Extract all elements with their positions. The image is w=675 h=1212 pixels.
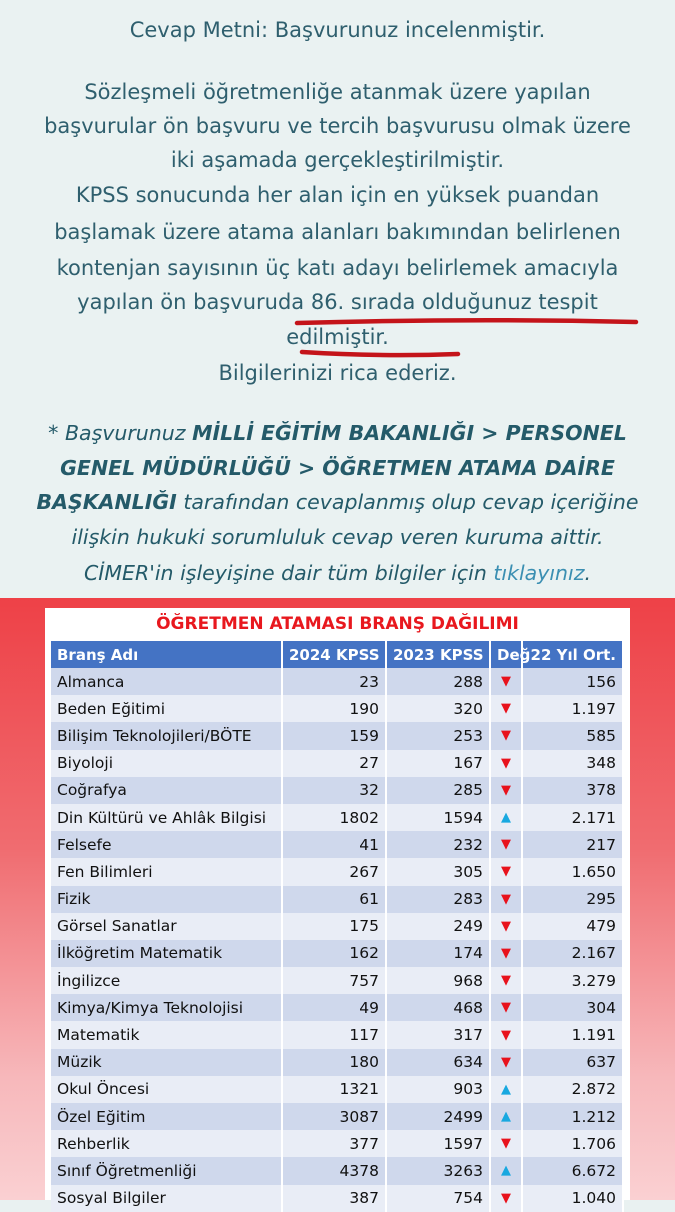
cell-change [490, 994, 522, 1021]
note-line: ilişkin hukuki sorumluluk cevap veren kuruma aittir. [71, 525, 604, 549]
column-header-change: Değ [490, 641, 522, 668]
cell-2024-kpss: 159 [282, 722, 386, 749]
cell-2023-kpss: 468 [386, 994, 490, 1021]
trend-down-arrow-icon: ▼ [501, 1136, 511, 1152]
cell-22yr-avg: 348 [522, 750, 623, 777]
cell-22yr-avg: 2.872 [522, 1076, 623, 1103]
table-section [0, 598, 675, 1208]
cell-change [490, 858, 522, 885]
trend-down-arrow-icon: ▼ [501, 1000, 511, 1016]
table-row [51, 913, 623, 940]
cell-2024-kpss: 267 [282, 858, 386, 885]
table-row [51, 1130, 623, 1157]
cell-2023-kpss: 305 [386, 858, 490, 885]
response-body-line: KPSS sonucunda her alan için en yüksek puandan [75, 183, 600, 207]
cell-2024-kpss: 757 [282, 967, 386, 994]
cell-change [490, 967, 522, 994]
response-heading: Cevap Metni: Başvurunuz incelenmiştir. [129, 18, 546, 42]
cell-2024-kpss: 27 [282, 750, 386, 777]
note-bold: BAŞKANLIĞI [36, 490, 177, 514]
cell-22yr-avg: 1.706 [522, 1130, 623, 1157]
cell-branch-name: Sosyal Bilgiler [51, 1185, 282, 1212]
cell-2023-kpss: 285 [386, 777, 490, 804]
cell-2023-kpss: 968 [386, 967, 490, 994]
cell-branch-name: Biyoloji [51, 750, 282, 777]
response-body-line: Sözleşmeli öğretmenliğe atanmak üzere yapılan [84, 80, 591, 104]
table-row [51, 831, 623, 858]
cell-22yr-avg: 585 [522, 722, 623, 749]
table-row [51, 994, 623, 1021]
cell-change [490, 913, 522, 940]
cell-2024-kpss: 41 [282, 831, 386, 858]
trend-down-arrow-icon: ▼ [501, 755, 511, 771]
cell-branch-name: Görsel Sanatlar [51, 913, 282, 940]
cell-branch-name: Coğrafya [51, 777, 282, 804]
cell-2023-kpss: 249 [386, 913, 490, 940]
cell-2023-kpss: 634 [386, 1049, 490, 1076]
cell-branch-name: Fizik [51, 886, 282, 913]
note-line [0, 490, 675, 514]
table-body [51, 668, 623, 1212]
note-bold: MİLLİ EĞİTİM BAKANLIĞI > PERSONEL [192, 421, 627, 445]
cell-2023-kpss: 232 [386, 831, 490, 858]
cell-22yr-avg: 217 [522, 831, 623, 858]
cell-22yr-avg: 637 [522, 1049, 623, 1076]
cell-2024-kpss: 180 [282, 1049, 386, 1076]
note-text: CİMER'in işleyişine dair tüm bilgiler için [83, 561, 494, 585]
cell-2024-kpss: 1802 [282, 804, 386, 831]
response-body-line: başvurular ön başvuru ve tercih başvurusu olmak üzere [44, 114, 631, 138]
cell-change [490, 804, 522, 831]
table-title: ÖĞRETMEN ATAMASI BRANŞ DAĞILIMI [156, 614, 519, 634]
cell-22yr-avg: 156 [522, 668, 623, 695]
response-body-line: edilmiştir. [286, 325, 389, 349]
table-row [51, 695, 623, 722]
table-row [51, 967, 623, 994]
table-row [51, 722, 623, 749]
cell-branch-name: İngilizce [51, 967, 282, 994]
response-closing: Bilgilerinizi rica ederiz. [218, 361, 457, 385]
cell-change [490, 750, 522, 777]
cell-2024-kpss: 387 [282, 1185, 386, 1212]
trend-down-arrow-icon: ▼ [501, 918, 511, 934]
note-text: tarafından cevaplanmış olup cevap içeriğine [176, 490, 639, 514]
trend-down-arrow-icon: ▼ [501, 782, 511, 798]
table-row [51, 886, 623, 913]
response-body-line: iki aşamada gerçekleştirilmiştir. [170, 148, 505, 172]
table-row [51, 668, 623, 695]
cell-22yr-avg: 304 [522, 994, 623, 1021]
cell-change [490, 940, 522, 967]
cell-change [490, 1185, 522, 1212]
cell-2024-kpss: 32 [282, 777, 386, 804]
note-text: . [584, 561, 592, 585]
cell-2024-kpss: 49 [282, 994, 386, 1021]
cell-change [490, 1130, 522, 1157]
table-row [51, 804, 623, 831]
trend-down-arrow-icon: ▼ [501, 945, 511, 961]
trend-down-arrow-icon: ▼ [501, 701, 511, 717]
cell-2023-kpss: 3263 [386, 1157, 490, 1184]
cell-2024-kpss: 190 [282, 695, 386, 722]
cell-22yr-avg: 1.040 [522, 1185, 623, 1212]
cell-2023-kpss: 174 [386, 940, 490, 967]
response-body-line: kontenjan sayısının üç katı adayı belirlemek amacıyla [56, 256, 619, 280]
trend-down-arrow-icon: ▼ [501, 674, 511, 690]
table-row [51, 940, 623, 967]
cell-2023-kpss: 903 [386, 1076, 490, 1103]
cell-2024-kpss: 61 [282, 886, 386, 913]
cell-change [490, 1076, 522, 1103]
cell-22yr-avg: 1.212 [522, 1103, 623, 1130]
cell-2024-kpss: 117 [282, 1021, 386, 1048]
trend-up-arrow-icon: ▲ [501, 1163, 511, 1179]
cell-branch-name: İlköğretim Matematik [51, 940, 282, 967]
cell-22yr-avg: 1.191 [522, 1021, 623, 1048]
cell-22yr-avg: 2.167 [522, 940, 623, 967]
cell-branch-name: Felsefe [51, 831, 282, 858]
cimer-info-link[interactable]: tıklayınız [493, 561, 585, 585]
cell-2023-kpss: 288 [386, 668, 490, 695]
cell-branch-name: Din Kültürü ve Ahlâk Bilgisi [51, 804, 282, 831]
cell-22yr-avg: 2.171 [522, 804, 623, 831]
table-row [51, 1076, 623, 1103]
cell-branch-name: Müzik [51, 1049, 282, 1076]
table-row [51, 750, 623, 777]
cell-change [490, 695, 522, 722]
cell-2024-kpss: 4378 [282, 1157, 386, 1184]
branch-distribution-table-card [45, 608, 630, 1208]
column-header-2024: 2024 KPSS [282, 641, 386, 668]
cell-2024-kpss: 3087 [282, 1103, 386, 1130]
cimer-response-panel [0, 0, 675, 598]
column-header-2023: 2023 KPSS [386, 641, 490, 668]
cell-change [490, 1157, 522, 1184]
table-row [51, 777, 623, 804]
trend-down-arrow-icon: ▼ [501, 973, 511, 989]
table-header-row [51, 641, 623, 668]
cell-branch-name: Okul Öncesi [51, 1076, 282, 1103]
cell-change [490, 668, 522, 695]
cell-2024-kpss: 23 [282, 668, 386, 695]
trend-up-arrow-icon: ▲ [501, 1081, 511, 1097]
column-header-branch: Branş Adı [51, 641, 282, 668]
cell-2024-kpss: 175 [282, 913, 386, 940]
note-prefix: * Başvurunuz [48, 421, 193, 445]
cell-branch-name: Almanca [51, 668, 282, 695]
cell-branch-name: Kimya/Kimya Teknolojisi [51, 994, 282, 1021]
cell-22yr-avg: 3.279 [522, 967, 623, 994]
cell-change [490, 722, 522, 749]
cell-22yr-avg: 1.197 [522, 695, 623, 722]
note-line [0, 456, 675, 480]
table-row [51, 858, 623, 885]
cell-2023-kpss: 283 [386, 886, 490, 913]
cell-change [490, 1021, 522, 1048]
trend-down-arrow-icon: ▼ [501, 864, 511, 880]
trend-down-arrow-icon: ▼ [501, 1027, 511, 1043]
cell-2023-kpss: 1594 [386, 804, 490, 831]
branch-distribution-table [51, 641, 624, 1212]
note-line [0, 421, 675, 445]
trend-down-arrow-icon: ▼ [501, 837, 511, 853]
trend-up-arrow-icon: ▲ [501, 1109, 511, 1125]
column-header-22yr-avg: 22 Yıl Ort. [522, 641, 623, 668]
cell-branch-name: Fen Bilimleri [51, 858, 282, 885]
response-body-line: başlamak üzere atama alanları bakımından belirlenen [54, 220, 621, 244]
cell-branch-name: Beden Eğitimi [51, 695, 282, 722]
cell-2024-kpss: 162 [282, 940, 386, 967]
cell-2023-kpss: 1597 [386, 1130, 490, 1157]
cell-2024-kpss: 377 [282, 1130, 386, 1157]
cell-2023-kpss: 754 [386, 1185, 490, 1212]
cell-2023-kpss: 317 [386, 1021, 490, 1048]
cell-2023-kpss: 2499 [386, 1103, 490, 1130]
trend-down-arrow-icon: ▼ [501, 1190, 511, 1206]
cell-branch-name: Özel Eğitim [51, 1103, 282, 1130]
note-bold: GENEL MÜDÜRLÜĞÜ > ÖĞRETMEN ATAMA DAİRE [60, 456, 615, 480]
table-row [51, 1049, 623, 1076]
cell-branch-name: Bilişim Teknolojileri/BÖTE [51, 722, 282, 749]
cell-change [490, 831, 522, 858]
trend-down-arrow-icon: ▼ [501, 1054, 511, 1070]
trend-down-arrow-icon: ▼ [501, 728, 511, 744]
cell-change [490, 777, 522, 804]
table-row [51, 1185, 623, 1212]
cell-2024-kpss: 1321 [282, 1076, 386, 1103]
cell-2023-kpss: 253 [386, 722, 490, 749]
cell-change [490, 1049, 522, 1076]
cell-2023-kpss: 320 [386, 695, 490, 722]
table-row [51, 1157, 623, 1184]
response-body-line: yapılan ön başvuruda 86. sırada olduğunuz tespit [77, 290, 598, 314]
table-row [51, 1103, 623, 1130]
cell-change [490, 1103, 522, 1130]
cell-branch-name: Matematik [51, 1021, 282, 1048]
cell-change [490, 886, 522, 913]
cell-22yr-avg: 378 [522, 777, 623, 804]
trend-up-arrow-icon: ▲ [501, 810, 511, 826]
cell-22yr-avg: 479 [522, 913, 623, 940]
note-line [0, 561, 675, 585]
cell-22yr-avg: 6.672 [522, 1157, 623, 1184]
cell-branch-name: Rehberlik [51, 1130, 282, 1157]
cell-22yr-avg: 1.650 [522, 858, 623, 885]
table-row [51, 1021, 623, 1048]
cell-22yr-avg: 295 [522, 886, 623, 913]
cell-2023-kpss: 167 [386, 750, 490, 777]
trend-down-arrow-icon: ▼ [501, 891, 511, 907]
cell-branch-name: Sınıf Öğretmenliği [51, 1157, 282, 1184]
